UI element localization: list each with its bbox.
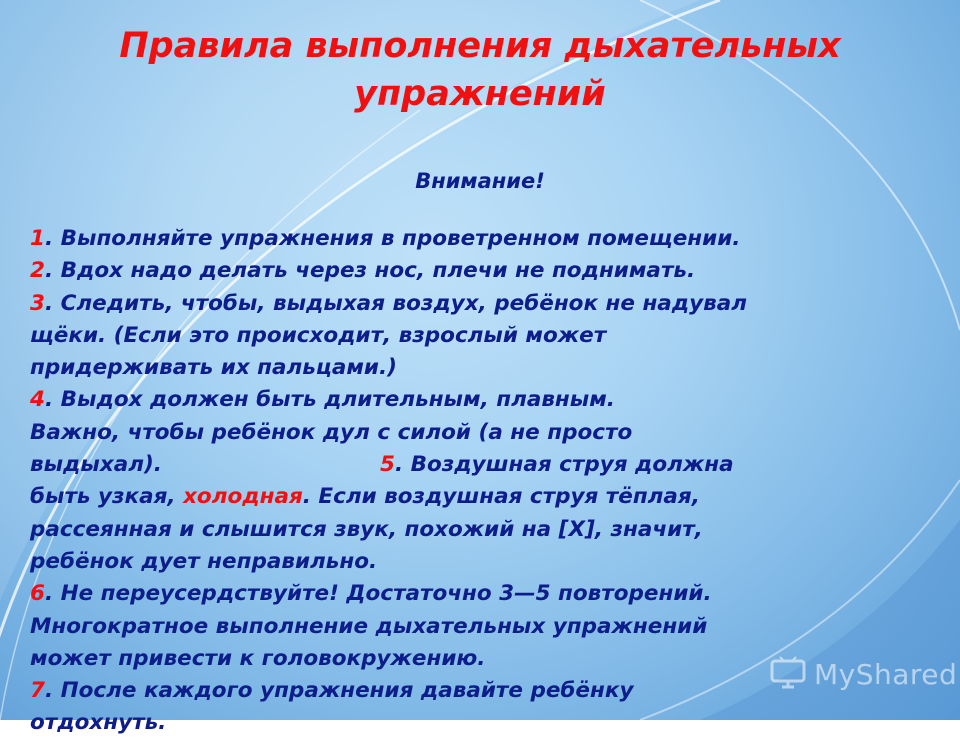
highlight-word: холодная (183, 484, 303, 510)
rule-text: рассеянная и слышится звук, похожий на [Х], значит, (30, 516, 703, 542)
rule-line (30, 352, 930, 384)
rule-text: . Выдох должен быть длительным, плавным. (44, 387, 615, 413)
rule-line (30, 384, 930, 416)
rule-line (30, 417, 930, 449)
rule-text: выдыхал). (30, 452, 162, 478)
watermark (768, 652, 957, 696)
rule-number: 2 (30, 258, 45, 284)
rule-line (30, 546, 930, 578)
rule-text: . После каждого упражнения давайте ребёнку (44, 678, 634, 704)
attention-heading: Внимание! (415, 169, 545, 193)
rule-number: 1 (30, 226, 45, 251)
rule-text: . Следить, чтобы, выдыхая воздух, ребёнок не надувал (44, 290, 748, 316)
rule-number: 7 (30, 678, 45, 704)
rule-line (30, 611, 930, 643)
rule-line (30, 320, 930, 352)
rule-line (30, 578, 930, 610)
rule-line (30, 481, 930, 513)
rule-line (30, 223, 930, 255)
rule-line (30, 288, 930, 320)
rule-line (30, 449, 930, 481)
rule-text: отдохнуть. (30, 710, 167, 736)
rule-text: . Не переусердствуйте! Достаточно 3—5 повторений. (44, 581, 712, 607)
rule-number: 4 (30, 387, 45, 413)
title-line-1: Правила выполнения дыхательных (119, 26, 841, 66)
slide-title (0, 22, 960, 118)
rule-text: придерживать их пальцами.) (30, 355, 397, 381)
rule-text: Многократное выполнение дыхательных упражнений (30, 613, 708, 639)
rule-line (30, 255, 930, 287)
rule-text: быть узкая, (30, 484, 184, 510)
rule-text: . Если воздушная струя тёплая, (302, 484, 700, 510)
rule-text: щёки. (Если это происходит, взрослый может (30, 322, 607, 348)
rule-number: 6 (30, 581, 45, 607)
rule-line (30, 707, 930, 739)
rule-text: . Выполняйте упражнения в проветренном помещении. (44, 226, 741, 251)
rule-number: 3 (30, 290, 45, 316)
rule-text: ребёнок дует неправильно. (30, 548, 378, 574)
rule-line (30, 514, 930, 546)
rule-text: . Воздушная струя должна (394, 452, 734, 478)
monitor-icon (768, 655, 808, 693)
rule-number: 5 (379, 452, 395, 478)
rule-text: Важно, чтобы ребёнок дул с силой (а не просто (30, 419, 633, 445)
title-line-2: упражнений (354, 74, 606, 114)
rule-text: . Вдох надо делать через нос, плечи не поднимать. (44, 258, 696, 284)
rule-text: может привести к головокружению. (30, 645, 486, 671)
watermark-text: MyShared (814, 657, 958, 691)
